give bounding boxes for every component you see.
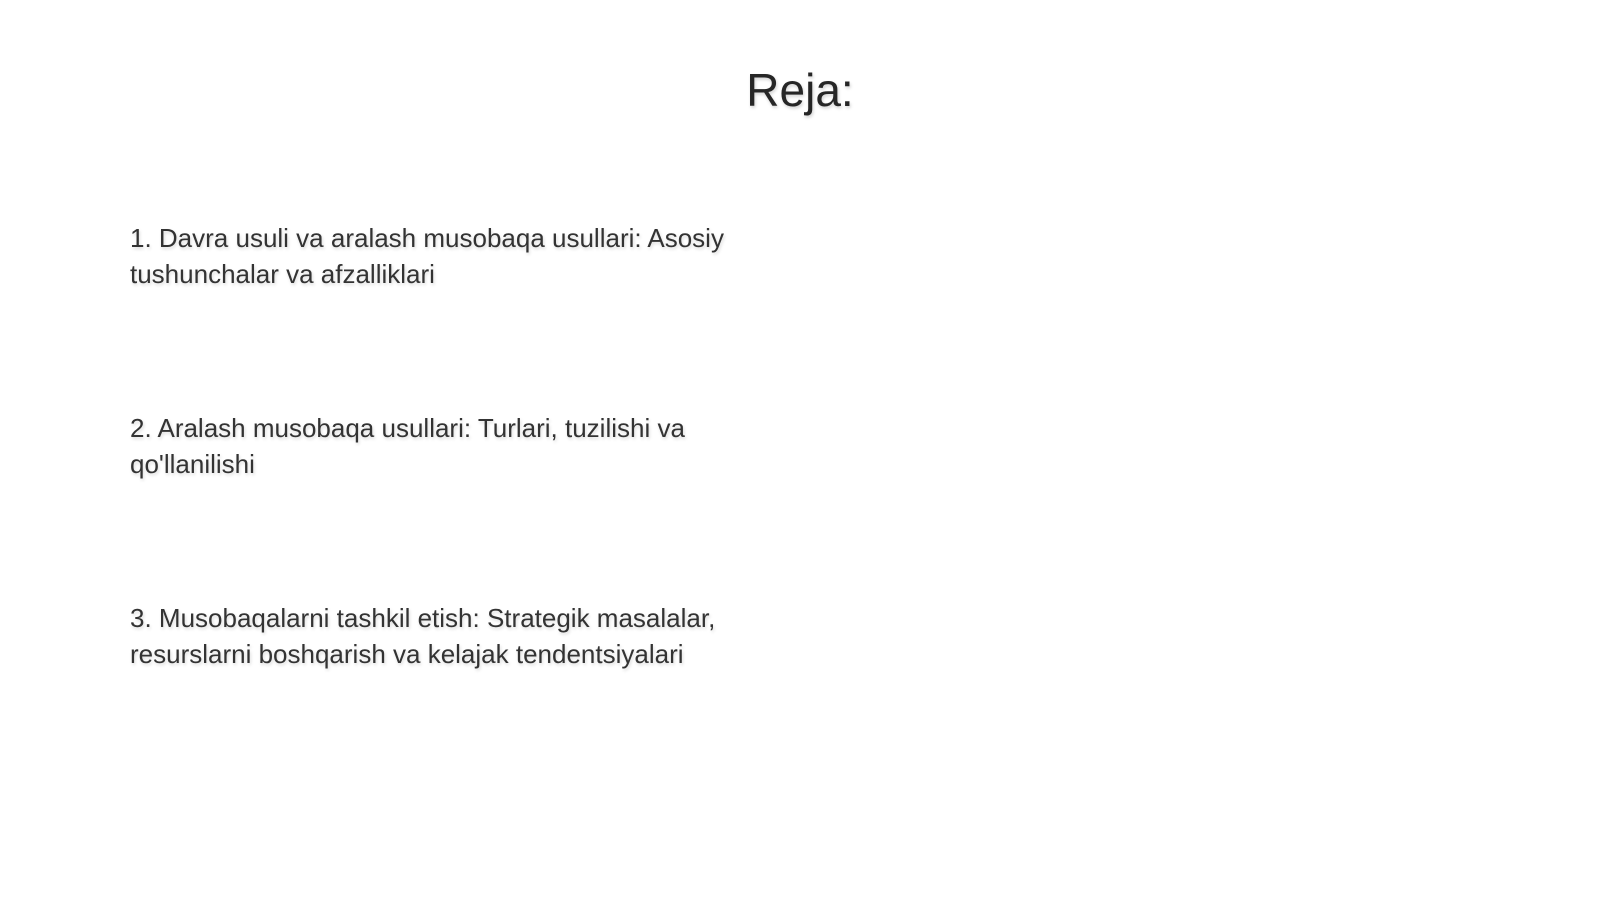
plan-item-2: 2. Aralash musobaqa usullari: Turlari, tuzilishi va qo'llanilishi (130, 413, 685, 479)
slide-title: Reja: (746, 64, 854, 116)
plan-item-3: 3. Musobaqalarni tashkil etish: Strategik masalalar, resurslarni boshqarish va kelajak tendentsiyalari (130, 603, 716, 669)
plan-item-1: 1. Davra usuli va aralash musobaqa usullari: Asosiy tushunchalar va afzalliklari (130, 223, 724, 289)
